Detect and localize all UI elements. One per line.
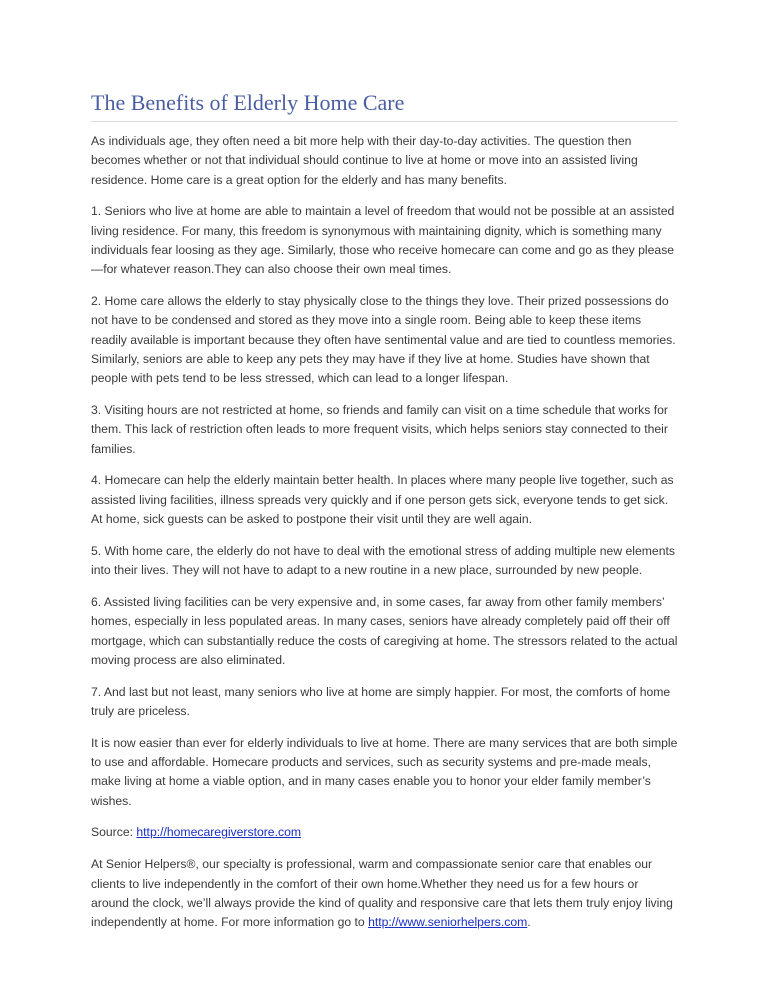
benefit-paragraph-1: 1. Seniors who live at home are able to maintain a level of freedom that would not be possible at an assisted living residence. For many, this freedom is synonymous with maintaining dignity, which is something many individuals fear loosing as they age. Similarly, those who receive homecare can come and go as they please—for whatever reason.They can also choose their own meal times. bbox=[91, 204, 675, 277]
benefit-paragraph-4: 4. Homecare can help the elderly maintain better health. In places where many people live together, such as assisted living facilities, illness spreads very quickly and if one person gets sick, everyone tends to get sick. At home, sick guests can be asked to postpone their visit until they are well again. bbox=[91, 473, 674, 527]
intro-paragraph: As individuals age, they often need a bit more help with their day-to-day activities. The question then becomes whether or not that individual should continue to live at home or move into an assisted living residence. Home care is a great option for the elderly and has many benefits. bbox=[91, 134, 638, 187]
benefit-paragraph-6: 6. Assisted living facilities can be very expensive and, in some cases, far away from other family members’ homes, especially in less populated areas. In many cases, seniors have already completely paid off their off mortgage, which can substantially reduce the costs of caregiving at home. The stressors related to the actual moving process are also eliminated. bbox=[91, 594, 678, 667]
benefit-paragraph-2: 2. Home care allows the elderly to stay physically close to the things they love. Their prized possessions do not have to be condensed and stored as they move into a single room. Being able to keep these items readily available is important because they often have sentimental value and are tied to countless memories. Similarly, seniors are able to keep any pets they may have if they live at home. Studies have shown that people with pets tend to be less stressed, which can lead to a longer lifespan. bbox=[91, 294, 676, 386]
source-label: Source: bbox=[91, 825, 137, 840]
source-paragraph bbox=[91, 823, 678, 842]
document-page bbox=[91, 90, 678, 945]
benefit-paragraph-5: 5. With home care, the elderly do not have to deal with the emotional stress of adding multiple new elements into their lives. They will not have to adapt to a new routine in a new place, surrounded by new people. bbox=[91, 543, 675, 578]
closing-period: . bbox=[527, 915, 531, 930]
closing-paragraph bbox=[91, 855, 678, 932]
senior-helpers-link[interactable]: http://www.seniorhelpers.com bbox=[368, 915, 528, 930]
source-link[interactable]: http://homecaregiverstore.com bbox=[136, 825, 301, 840]
document-title: The Benefits of Elderly Home Care bbox=[91, 90, 678, 122]
benefit-paragraph-3: 3. Visiting hours are not restricted at home, so friends and family can visit on a time schedule that works for them. This lack of restriction often leads to more frequent visits, which helps seniors stay connected to their families. bbox=[91, 403, 668, 456]
conclusion-paragraph: It is now easier than ever for elderly individuals to live at home. There are many services that are both simple to use and affordable. Homecare products and services, such as security systems and pre-made meals, make living at home a viable option, and in many cases enable you to honor your elder family member’s wishes. bbox=[91, 735, 678, 808]
benefit-paragraph-7: 7. And last but not least, many seniors who live at home are simply happier. For most, the comforts of home truly are priceless. bbox=[91, 684, 671, 718]
closing-text: At Senior Helpers®, our specialty is professional, warm and compassionate senior care that enables our clients to live independently in the comfort of their own home.Whether they need us for a few hours or around the clock, we’ll always provide the kind of quality and responsive care that lets them truly enjoy living independently at home. For more information go to bbox=[91, 857, 673, 930]
